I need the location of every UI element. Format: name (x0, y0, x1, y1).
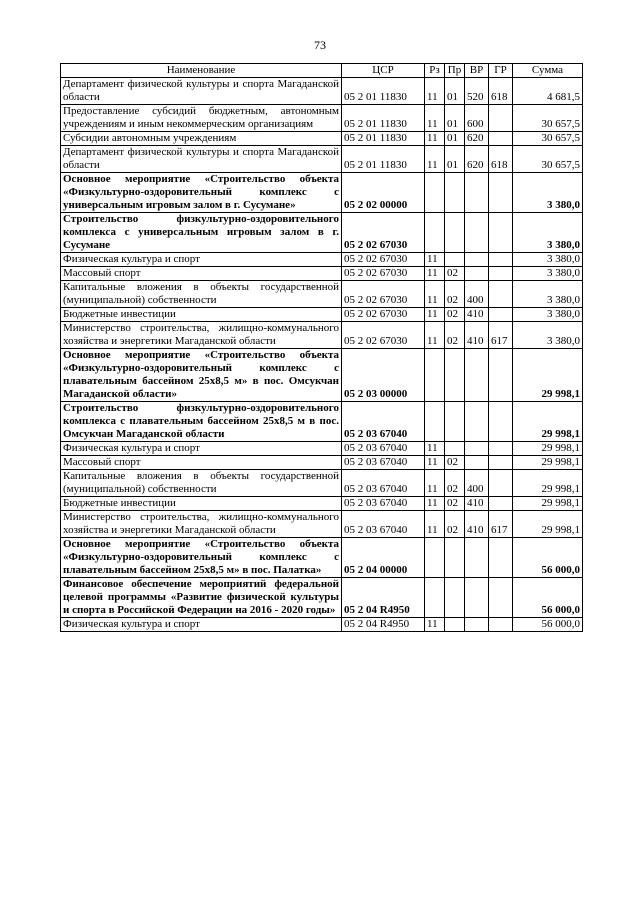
table-row (61, 511, 583, 538)
cell-csr: 05 2 02 67030 (342, 213, 425, 253)
cell-pr: 01 (445, 78, 465, 105)
cell-pr (445, 213, 465, 253)
cell-pr: 01 (445, 132, 465, 146)
cell-sum: 3 380,0 (513, 253, 583, 267)
cell-csr: 05 2 03 00000 (342, 349, 425, 402)
cell-gr (489, 173, 513, 213)
cell-sum: 56 000,0 (513, 618, 583, 632)
cell-sum: 29 998,1 (513, 511, 583, 538)
table-row (61, 146, 583, 173)
cell-pr: 02 (445, 308, 465, 322)
cell-rz: 11 (425, 253, 445, 267)
table-row (61, 497, 583, 511)
cell-csr: 05 2 02 00000 (342, 173, 425, 213)
cell-name: Капитальные вложения в объекты государственной (муниципальной) собственности (61, 470, 342, 497)
cell-gr (489, 267, 513, 281)
cell-rz: 11 (425, 281, 445, 308)
cell-vr: 410 (465, 322, 489, 349)
cell-vr: 620 (465, 146, 489, 173)
cell-vr (465, 173, 489, 213)
cell-csr: 05 2 01 11830 (342, 132, 425, 146)
cell-pr (445, 618, 465, 632)
table-row (61, 281, 583, 308)
cell-gr (489, 456, 513, 470)
cell-vr: 410 (465, 511, 489, 538)
table-row (61, 308, 583, 322)
cell-gr (489, 442, 513, 456)
header-gr: ГР (489, 64, 513, 78)
cell-sum: 29 998,1 (513, 442, 583, 456)
cell-gr (489, 253, 513, 267)
cell-name: Бюджетные инвестиции (61, 497, 342, 511)
cell-gr (489, 281, 513, 308)
table-row (61, 105, 583, 132)
table-row (61, 538, 583, 578)
cell-name: Капитальные вложения в объекты государственной (муниципальной) собственности (61, 281, 342, 308)
cell-rz (425, 349, 445, 402)
cell-rz: 11 (425, 456, 445, 470)
cell-pr: 01 (445, 105, 465, 132)
table-body (61, 78, 583, 632)
cell-sum: 29 998,1 (513, 497, 583, 511)
cell-name: Департамент физической культуры и спорта Магаданской области (61, 78, 342, 105)
cell-pr: 02 (445, 456, 465, 470)
header-name: Наименование (61, 64, 342, 78)
cell-rz: 11 (425, 132, 445, 146)
cell-rz: 11 (425, 618, 445, 632)
cell-sum: 3 380,0 (513, 308, 583, 322)
cell-sum: 3 380,0 (513, 213, 583, 253)
table-row (61, 456, 583, 470)
cell-csr: 05 2 02 67030 (342, 281, 425, 308)
cell-name: Основное мероприятие «Строительство объекта «Физкультурно-оздоровительный комплекс с плавательным бассейном 25х8,5 м» в пос. Омсукчан Магаданской области» (61, 349, 342, 402)
cell-csr: 05 2 01 11830 (342, 146, 425, 173)
cell-name: Физическая культура и спорт (61, 442, 342, 456)
table-row (61, 470, 583, 497)
cell-csr: 05 2 04 00000 (342, 538, 425, 578)
header-vr: ВР (465, 64, 489, 78)
cell-sum: 30 657,5 (513, 105, 583, 132)
table-row (61, 267, 583, 281)
cell-vr: 620 (465, 132, 489, 146)
cell-vr (465, 442, 489, 456)
table-row (61, 349, 583, 402)
cell-sum: 3 380,0 (513, 173, 583, 213)
cell-csr: 05 2 03 67040 (342, 456, 425, 470)
cell-name: Массовый спорт (61, 456, 342, 470)
cell-sum: 29 998,1 (513, 402, 583, 442)
cell-rz: 11 (425, 78, 445, 105)
cell-sum: 3 380,0 (513, 322, 583, 349)
cell-csr: 05 2 02 67030 (342, 322, 425, 349)
cell-pr: 02 (445, 497, 465, 511)
table-header-row (61, 64, 583, 78)
cell-pr (445, 349, 465, 402)
cell-vr (465, 213, 489, 253)
cell-name: Физическая культура и спорт (61, 253, 342, 267)
cell-csr: 05 2 01 11830 (342, 105, 425, 132)
cell-rz: 11 (425, 442, 445, 456)
cell-sum: 56 000,0 (513, 578, 583, 618)
header-csr: ЦСР (342, 64, 425, 78)
table-row (61, 253, 583, 267)
cell-sum: 29 998,1 (513, 349, 583, 402)
cell-gr: 618 (489, 78, 513, 105)
cell-vr: 520 (465, 78, 489, 105)
cell-name: Департамент физической культуры и спорта Магаданской области (61, 146, 342, 173)
cell-vr: 410 (465, 497, 489, 511)
cell-gr (489, 105, 513, 132)
cell-pr (445, 253, 465, 267)
cell-sum: 30 657,5 (513, 132, 583, 146)
table-row (61, 322, 583, 349)
cell-name: Массовый спорт (61, 267, 342, 281)
cell-name: Министерство строительства, жилищно-коммунального хозяйства и энергетики Магаданской области (61, 322, 342, 349)
cell-vr (465, 267, 489, 281)
cell-pr: 02 (445, 322, 465, 349)
cell-vr: 410 (465, 308, 489, 322)
cell-csr: 05 2 03 67040 (342, 470, 425, 497)
cell-rz: 11 (425, 470, 445, 497)
cell-vr (465, 538, 489, 578)
cell-pr: 02 (445, 511, 465, 538)
cell-csr: 05 2 01 11830 (342, 78, 425, 105)
cell-gr (489, 538, 513, 578)
cell-rz (425, 578, 445, 618)
cell-sum: 29 998,1 (513, 470, 583, 497)
cell-gr (489, 497, 513, 511)
cell-rz (425, 173, 445, 213)
cell-gr (489, 132, 513, 146)
cell-sum: 4 681,5 (513, 78, 583, 105)
cell-rz: 11 (425, 511, 445, 538)
cell-vr (465, 456, 489, 470)
cell-vr: 600 (465, 105, 489, 132)
cell-gr: 617 (489, 322, 513, 349)
cell-gr: 617 (489, 511, 513, 538)
cell-csr: 05 2 03 67040 (342, 442, 425, 456)
cell-rz: 11 (425, 146, 445, 173)
table-row (61, 173, 583, 213)
cell-name: Министерство строительства, жилищно-коммунального хозяйства и энергетики Магаданской области (61, 511, 342, 538)
cell-sum: 29 998,1 (513, 456, 583, 470)
table-row (61, 213, 583, 253)
cell-rz (425, 538, 445, 578)
cell-name: Строительство физкультурно-оздоровительного комплекса с универсальным игровым залом в г. Сусумане (61, 213, 342, 253)
cell-pr (445, 442, 465, 456)
cell-name: Бюджетные инвестиции (61, 308, 342, 322)
cell-vr (465, 349, 489, 402)
cell-gr (489, 213, 513, 253)
header-pr: Пр (445, 64, 465, 78)
header-sum: Сумма (513, 64, 583, 78)
cell-pr (445, 578, 465, 618)
cell-gr (489, 308, 513, 322)
cell-vr (465, 578, 489, 618)
table-row (61, 132, 583, 146)
cell-name: Субсидии автономным учреждениям (61, 132, 342, 146)
cell-gr (489, 470, 513, 497)
cell-sum: 3 380,0 (513, 267, 583, 281)
cell-pr (445, 402, 465, 442)
table-row (61, 78, 583, 105)
cell-vr: 400 (465, 470, 489, 497)
cell-csr: 05 2 03 67040 (342, 402, 425, 442)
cell-pr: 02 (445, 281, 465, 308)
cell-rz: 11 (425, 497, 445, 511)
cell-sum: 56 000,0 (513, 538, 583, 578)
cell-pr (445, 538, 465, 578)
cell-rz: 11 (425, 267, 445, 281)
cell-rz (425, 402, 445, 442)
cell-sum: 30 657,5 (513, 146, 583, 173)
cell-rz: 11 (425, 322, 445, 349)
cell-gr (489, 618, 513, 632)
table-row (61, 402, 583, 442)
cell-gr (489, 349, 513, 402)
header-rz: Рз (425, 64, 445, 78)
cell-csr: 05 2 03 67040 (342, 497, 425, 511)
cell-csr: 05 2 02 67030 (342, 253, 425, 267)
cell-vr (465, 618, 489, 632)
page-number: 73 (314, 38, 326, 52)
cell-rz (425, 213, 445, 253)
cell-sum: 3 380,0 (513, 281, 583, 308)
table-row (61, 618, 583, 632)
cell-name: Физическая культура и спорт (61, 618, 342, 632)
cell-name: Основное мероприятие «Строительство объекта «Физкультурно-оздоровительный комплекс с плавательным бассейном 25х8,5 м» в пос. Палатка» (61, 538, 342, 578)
cell-name: Предоставление субсидий бюджетным, автономным учреждениям и иным некоммерческим организациям (61, 105, 342, 132)
cell-pr: 02 (445, 470, 465, 497)
cell-pr (445, 173, 465, 213)
cell-csr: 05 2 04 R4950 (342, 578, 425, 618)
table-row (61, 578, 583, 618)
cell-vr (465, 253, 489, 267)
table-row (61, 442, 583, 456)
cell-gr (489, 578, 513, 618)
cell-gr (489, 402, 513, 442)
cell-gr: 618 (489, 146, 513, 173)
cell-csr: 05 2 04 R4950 (342, 618, 425, 632)
cell-vr: 400 (465, 281, 489, 308)
cell-csr: 05 2 02 67030 (342, 308, 425, 322)
cell-name: Основное мероприятие «Строительство объекта «Физкультурно-оздоровительный комплекс с универсальным игровым залом в г. Сусумане» (61, 173, 342, 213)
cell-pr: 01 (445, 146, 465, 173)
cell-rz: 11 (425, 105, 445, 132)
cell-csr: 05 2 02 67030 (342, 267, 425, 281)
cell-name: Строительство физкультурно-оздоровительного комплекса с плавательным бассейном 25х8,5 м в пос. Омсукчан Магаданской области (61, 402, 342, 442)
cell-name: Финансовое обеспечение мероприятий федеральной целевой программы «Развитие физической культуры и спорта в Российской Федерации на 2016 - 2020 годы» (61, 578, 342, 618)
cell-csr: 05 2 03 67040 (342, 511, 425, 538)
budget-table (60, 63, 583, 632)
cell-pr: 02 (445, 267, 465, 281)
cell-vr (465, 402, 489, 442)
cell-rz: 11 (425, 308, 445, 322)
